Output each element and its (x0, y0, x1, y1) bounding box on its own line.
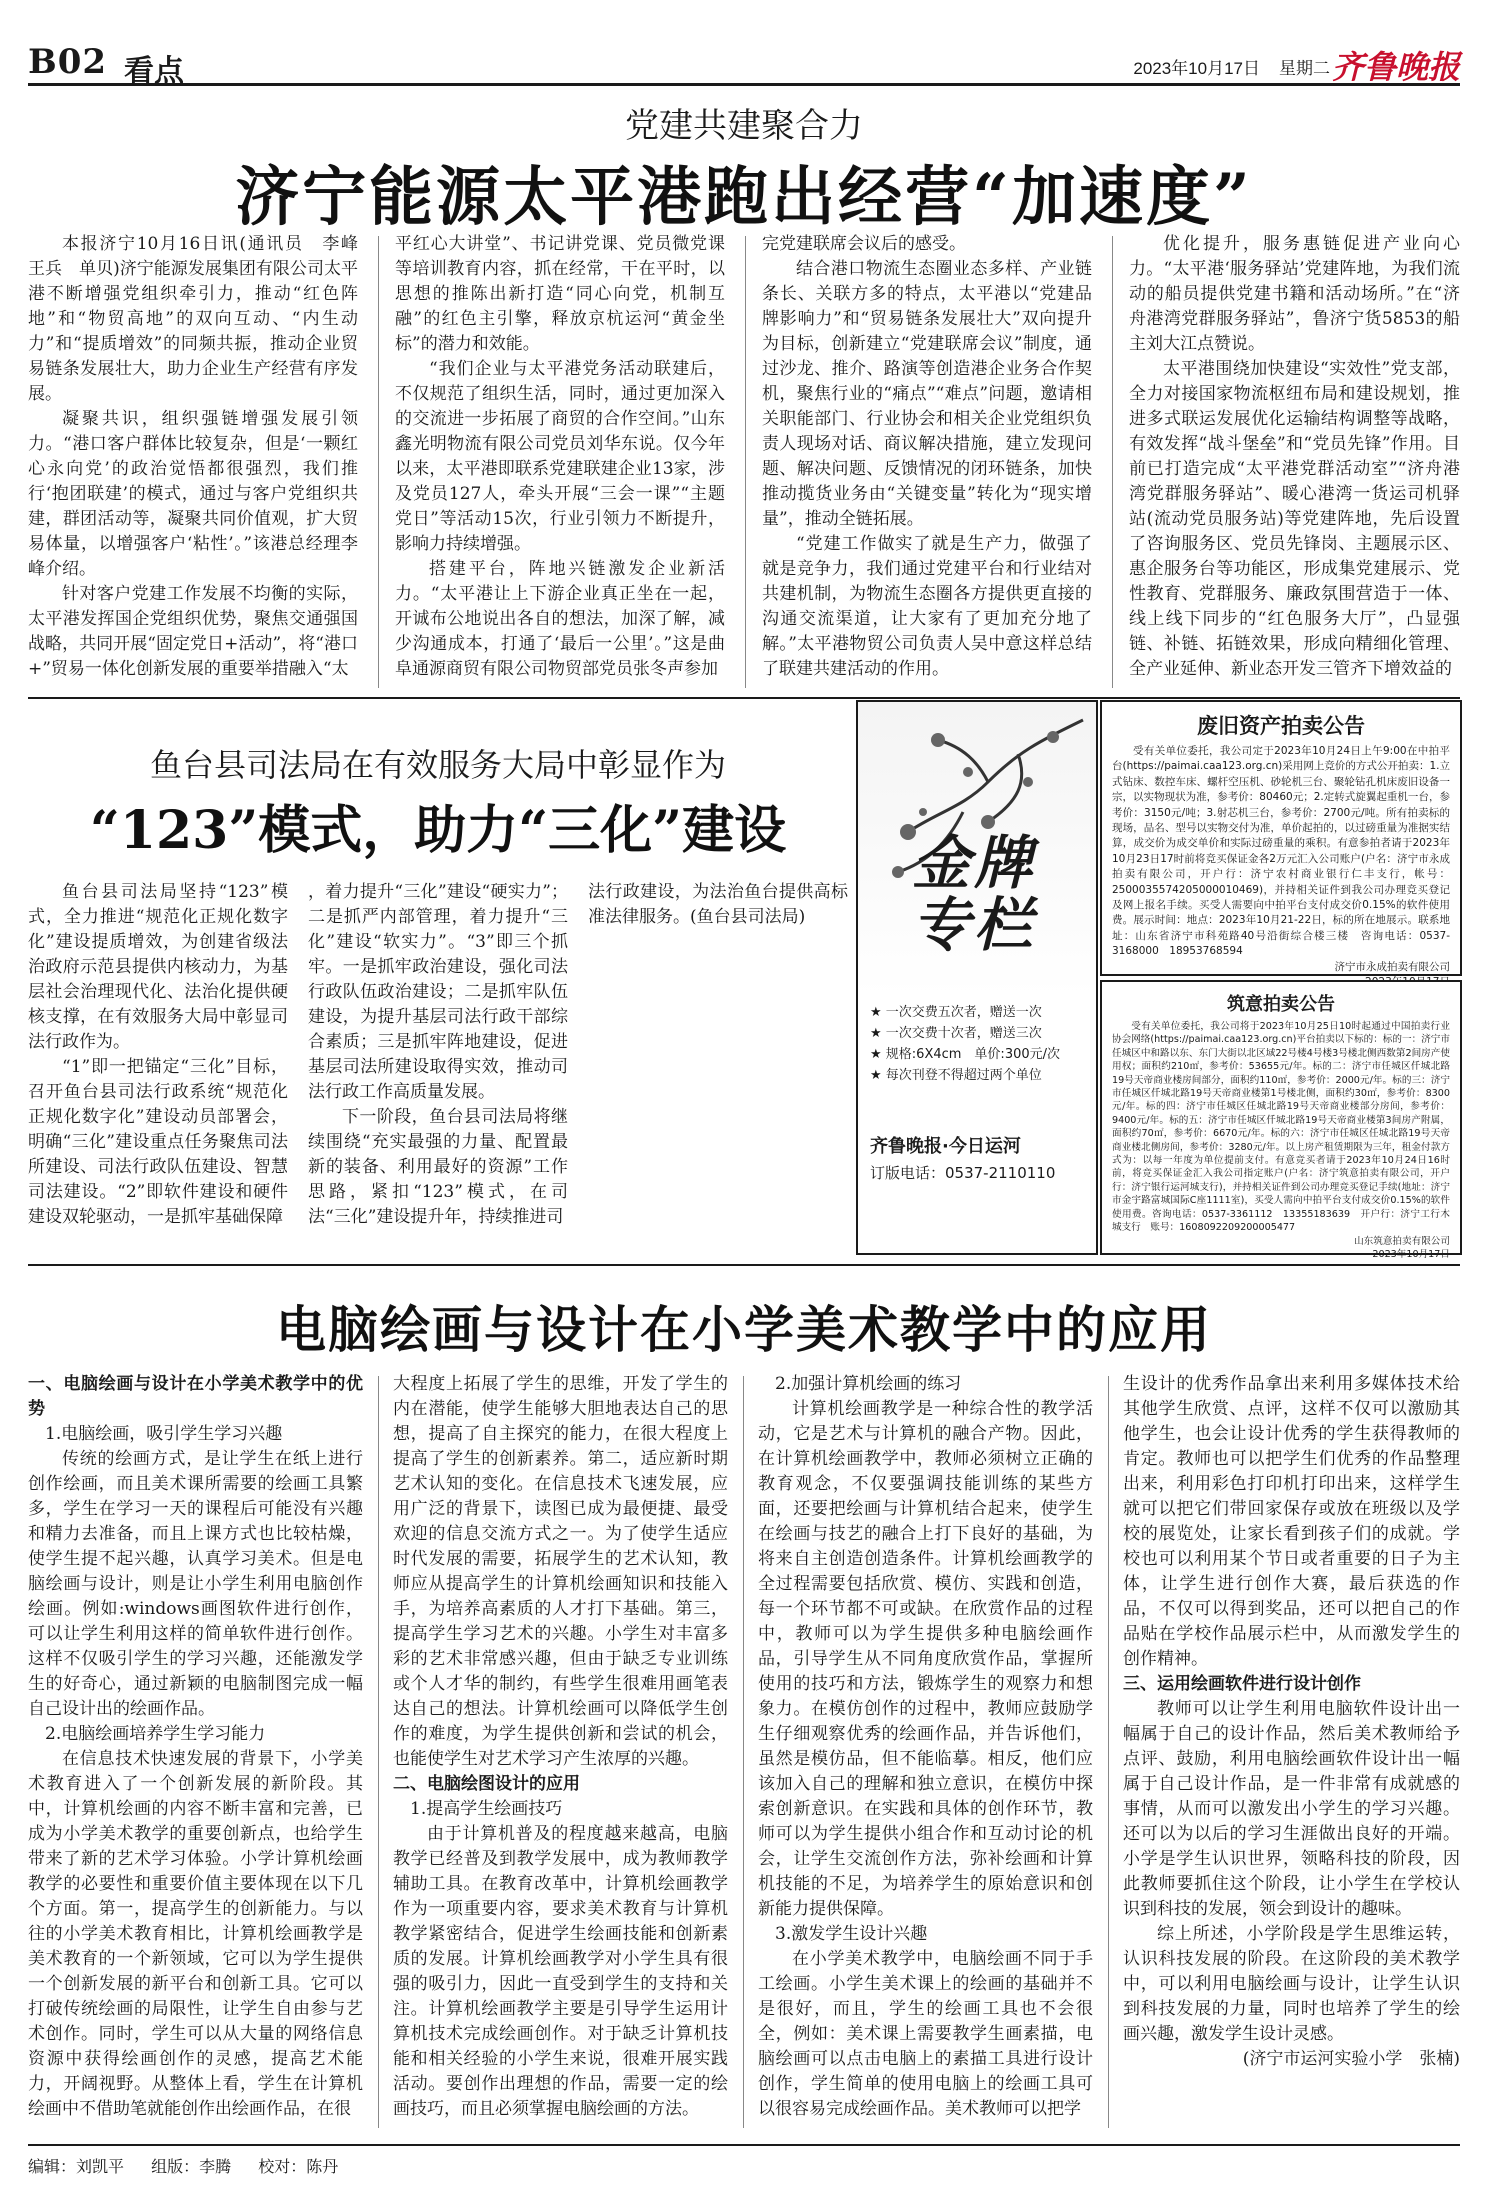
byline: (济宁市运河实验小学 张楠) (1242, 2049, 1460, 2069)
article1-column (395, 232, 725, 694)
paragraph: 计算机绘画教学是一种综合性的教学活动，它是艺术与计算机的融合产物。因此，在计算机绘画教学中，教师必须树立正确的教育观念，不仅要强调技能训练的某些方面，还要把绘画与计算机结合起来，使学生在绘画与技艺的融合上打下良好的基础，为将来自主创造创造条件。计算机绘画教学的全过程需要包括欣赏、模仿、实践和创造，每一个环节都不可或缺。在欣赏作品的过程中，教师可以为学生提供多种电脑绘画作品，引导学生从不同角度欣赏作品，掌握所使用的技巧和方法，锻炼学生的观察力和想象力。在模仿创作的过程中，教师应鼓励学生仔细观察优秀的绘画作品，并告诉他们，虽然是模仿品，但不能临摹。相反，他们应该加入自己的理解和独立意识，在模仿中探索创新意识。在实践和具体的创作环节，教师可以为学生提供小组合作和互动讨论的机会，让学生交流创作方法，弥补绘画和计算机技能的不足，为培养学生的原始意识和创新能力提供保障。 (758, 1399, 1093, 1919)
auction-notice-1 (1100, 700, 1462, 976)
article3-column (393, 1372, 728, 2132)
paragraph: 法行政建设，为法治鱼台提供高标准法律服务。(鱼台县司法局) (588, 882, 848, 927)
article1-column (28, 232, 375, 694)
promo-term: ★ 每次刊登不得超过两个单位 (870, 1065, 1092, 1086)
notice-signature: 山东筑意拍卖有限公司 2023年10月17日 (1354, 1235, 1450, 1260)
auction-notice-2 (1100, 980, 1462, 1260)
ad-promo-box (856, 700, 1098, 1255)
page-code: B02 (28, 42, 108, 82)
paragraph: 平红心大讲堂”、书记讲党课、党员微党课等培训教育内容，抓在经常，干在平时，以思想的推陈出新打造“同心向党，机制互融”的红色主引擎，释放京杭运河“黄金坐标”的潜力和效能。 (395, 234, 725, 354)
paragraph: 大程度上拓展了学生的思维，开发了学生的内在潜能，使学生能够大胆地表达自己的思想，提高了自主探究的能力，在很大程度上提高了学生的创新素养。第二，适应新时期艺术认知的变化。在信息技术飞速发展，应用广泛的背景下，读图已成为最便捷、最受欢迎的信息交流方式之一。为了使学生适应时代发展的需要，拓展学生的艺术认知，教师应从提高学生的计算机绘画知识和技能入手，为培养高素质的人才打下基础。第三，提高学生学习艺术的兴趣。小学生对丰富多彩的艺术非常感兴趣，但由于缺乏专业训练或个人才华的制约，有些学生很难用画笔表达自己的想法。计算机绘画可以降低学生创作的难度，为学生提供创新和尝试的机会，也能使学生对艺术学习产生浓厚的兴趣。 (393, 1374, 728, 1769)
notice-body: 受有关单位委托，我公司定于2023年10月24日上午9:00在中拍平台(https://paimai.caa123.org.cn)采用网上竞价的方式公开拍卖：1.立式钻床、数控车床、螺杆空压机、砂轮机三台、聚轮钻孔机床废旧设备一宗，以实物现状为准，参考价：80460元；2.定转式旋翼起重机一台，参考价：3150元/吨；3.射芯机三台，参考价：2700元/吨。所有拍卖标的现场，品名、型号以实物交付为准，单价起拍的，以过磅重量为准据实结算，成交价为成交单价和实际过磅重量的乘积。有意参拍者请于2023年10月23日17时前将竞买保证金各2万元汇入公司账户(户名：济宁市永成拍卖有限公司，开户行：济宁农村商业银行仁丰支行，帐号：2500035574205000010469)，并持相关证件到我公司办理竞买登记及网上报名手续。买受人需要向中拍平台支付成交价0.15%的软件使用费。展示时间：地点：2023年10月21-22日，标的所在地展示。联系地址：山东省济宁市科苑路40号沿街综合楼三楼 咨询电话：0537-3168000 18953768594 (1112, 745, 1450, 958)
page-footer (28, 2144, 1460, 2177)
newspaper-logo: 齐鲁晚报 (1331, 48, 1460, 86)
paragraph: 凝聚共识，组织强链增强发展引领力。“港口客户群体比较复杂，但是‘一颗红心永向党’的政治觉悟都很强烈，我们推行‘抱团联建’的模式，通过与客户党组织共建，群团活动等，凝聚共同价值观，扩大贸易体量，以增强客户‘粘性’。”该港总经理李峰介绍。 (28, 409, 358, 579)
article3-column (758, 1372, 1093, 2132)
subsection-heading: 1.提高学生绘画技巧 (410, 1799, 563, 1819)
section-heading: 一、电脑绘画与设计在小学美术教学中的优势 (28, 1374, 363, 1419)
paragraph: 完党建联席会议后的感受。 (762, 234, 966, 254)
paragraph: 在小学美术教学中，电脑绘画不同于手工绘画。小学生美术课上的绘画的基础并不是很好，而且，学生的绘画工具也不会很全，例如：美术课上需要教学生画素描，电脑绘画可以点击电脑上的素描工具进行设计创作，学生简单的使用电脑上的绘画工具可以很容易完成绘画作品。美术教师可以把学 (758, 1949, 1093, 2119)
article2-kicker: 鱼台县司法局在有效服务大局中彰显作为 (149, 746, 726, 784)
paragraph: 由于计算机普及的程度越来越高，电脑教学已经普及到教学发展中，成为教师教学辅助工具。在教育改革中，计算机绘画教学作为一项重要内容，要求美术教育与计算机教学紧密结合，促进学生绘画技能和创新素质的发展。计算机绘画教学对小学生具有很强的吸引力，因此一直受到学生的支持和关注。计算机绘画教学主要是引导学生运用计算机技术完成绘画创作。对于缺乏计算机技能和相关经验的小学生来说，很难开展实践活动。要创作出理想的作品，需要一定的绘画技巧，而且必须掌握电脑绘画的方法。 (393, 1824, 728, 2119)
promo-title: 金牌专栏 (912, 829, 1037, 959)
promo-terms (870, 1002, 1092, 1086)
article1-headline: 济宁能源太平港跑出经营“加速度” (235, 160, 1253, 235)
article2-column (588, 880, 848, 1252)
section-heading: 二、电脑绘图设计的应用 (393, 1774, 580, 1794)
article1-column (1129, 232, 1460, 694)
section-divider (28, 1264, 1460, 1266)
plum-blossom-art (858, 702, 1096, 997)
paragraph: 鱼台县司法局坚持“123”模式，全力推进“规范化正规化数字化”建设提质增效，为创建省级法治政府示范县提供内核动力，为基层社会治理现代化、法治化提供硬核支撑，在有效服务大局中彰显司法行政作为。 (28, 882, 288, 1052)
paragraph: ，着力提升“三化”建设“硬实力”；二是抓严内部管理，着力提升“三化”建设“软实力”。“3”即三个抓牢。一是抓牢政治建设，强化司法行政队伍政治建设；二是抓牢队伍建设，为提升基层司法行政干部综合素质；三是抓牢阵地建设，促进基层司法所建设取得实效，推动司法行政工作高质量发展。 (308, 882, 568, 1102)
issue-weekday: 星期二 (1279, 59, 1330, 78)
footer-editor: 编辑：刘凯平 (28, 2157, 125, 2176)
paragraph: 在信息技术快速发展的背景下，小学美术教育进入了一个创新发展的新阶段。其中，计算机绘画的内容不断丰富和完善，已成为小学美术教学的重要创新点，也给学生带来了新的艺术学习体验。小学计算机绘画教学的必要性和重要价值主要体现在以下几个方面。第一，提高学生的创新能力。与以往的小学美术教育相比，计算机绘画教学是美术教育的一个新领域，它可以为学生提供一个创新发展的新平台和创新工具。它可以打破传统绘画的局限性，让学生自由参与艺术创作。同时，学生可以从大量的网络信息资源中获得绘画创作的灵感，提高艺术能力，开阔视野。从整体上看，学生在计算机绘画中不借助笔就能创作出绘画作品，在很 (28, 1749, 363, 2119)
paragraph: 搭建平台，阵地兴链激发企业新活力。“太平港让上下游企业真正坐在一起，开诚布公地说出各自的想法，加深了解，减少沟通成本，打通了‘最后一公里’。”这是曲阜通源商贸有限公司物贸部党员张冬声参加 (395, 559, 725, 679)
promo-term: ★ 规格:6X4cm 单价:300元/次 (870, 1044, 1092, 1065)
subsection-heading: 2.电脑绘画培养学生学习能力 (45, 1724, 266, 1744)
notice-title: 废旧资产拍卖公告 (1197, 714, 1365, 738)
footer-layout: 组版：李腾 (151, 2157, 232, 2176)
paragraph: 传统的绘画方式，是让学生在纸上进行创作绘画，而且美术课所需要的绘画工具繁多，学生在学习一天的课程后可能没有兴趣和精力去准备，而且上课方式也比较枯燥，使学生提不起兴趣，认真学习美术。但是电脑绘画与设计，则是让小学生利用电脑创作绘画。例如:windows画图软件进行创作，可以让学生利用这样的简单软件进行创作。这样不仅吸引学生的学习兴趣，还能激发学生的好奇心，通过新颖的电脑制图完成一幅自己设计出的绘画作品。 (28, 1449, 363, 1719)
paragraph: “党建工作做实了就是生产力，做强了就是竞争力，我们通过党建平台和行业结对共建机制，为物流生态圈各方提供更直接的沟通交流渠道，让大家有了更加充分地了解。”太平港物贸公司负责人吴中意这样总结了联建共建活动的作用。 (762, 534, 1092, 679)
subsection-heading: 3.激发学生设计兴趣 (775, 1924, 928, 1944)
section-name: 看点 (124, 54, 184, 89)
article1-body (28, 232, 1460, 694)
article3-headline: 电脑绘画与设计在小学美术教学中的应用 (276, 1300, 1212, 1359)
article2-body (28, 880, 848, 1252)
paragraph: 针对客户党建工作发展不均衡的实际，太平港发挥国企党组织优势，聚焦交通强国战略，共同开展“固定党日+活动”，将“港口+”贸易一体化创新发展的重要举措融入“太 (28, 584, 358, 679)
notice-title: 筑意拍卖公告 (1227, 994, 1335, 1015)
promo-contact (870, 1132, 1092, 1183)
article2-column (28, 880, 288, 1252)
masthead (28, 40, 1460, 89)
article1-kicker: 党建共建聚合力 (625, 106, 863, 146)
paragraph: “我们企业与太平港党务活动联建后，不仅规范了组织生活，同时，通过更加深入的交流进一步拓展了商贸的合作空间。”山东鑫光明物流有限公司党员刘华东说。仅今年以来，太平港即联系党建联建企业13家，涉及党员127人，牵头开展“三会一课”“主题党日”等活动15次，行业引领力不断提升，影响力持续增强。 (395, 359, 725, 554)
promo-phone: 订版电话：0537-2110110 (870, 1164, 1056, 1182)
issue-date: 2023年10月17日 (1133, 59, 1260, 78)
promo-term: ★ 一次交费十次者，赠送三次 (870, 1023, 1092, 1044)
article2-column (308, 880, 568, 1252)
article3-column (1123, 1372, 1460, 2132)
lead-paragraph: 本报济宁10月16日讯(通讯员 李峰 王兵 单贝)济宁能源发展集团有限公司太平港不断增强党组织牵引力，推动“红色阵地”和“物贸高地”的双向互动、“内生动力”和“提质增效”的同频共振，推动企业贸易链条发展壮大，助力企业生产经营有序发展。 (28, 234, 375, 404)
article1-column (762, 232, 1092, 694)
paragraph: 综上所述，小学阶段是学生思维运转，认识科技发展的阶段。在这阶段的美术教学中，可以利用电脑绘画与设计，让学生认识到科技发展的力量，同时也培养了学生的绘画兴趣，激发学生设计灵感。 (1123, 1924, 1460, 2044)
promo-term: ★ 一次交费五次者，赠送一次 (870, 1002, 1092, 1023)
subsection-heading: 1.电脑绘画，吸引学生学习兴趣 (45, 1424, 283, 1444)
article3-body (28, 1372, 1460, 2132)
paragraph: 生设计的优秀作品拿出来利用多媒体技术给其他学生欣赏、点评，这样不仅可以激励其他学生，也会让设计优秀的学生获得教师的肯定。教师也可以把学生们优秀的作品整理出来，利用彩色打印机打印出来，这样学生就可以把它们带回家保存或放在班级以及学校的展览处，让家长看到孩子们的成就。学校也可以利用某个节日或者重要的日子为主体，让学生进行创作大赛，最后获选的作品，不仅可以得到奖品，还可以把自己的作品贴在学校作品展示栏中，从而激发学生的创作精神。 (1123, 1374, 1460, 1669)
promo-paper-name: 齐鲁晚报·今日运河 (870, 1136, 1021, 1157)
section-heading: 三、运用绘画软件进行设计创作 (1123, 1674, 1361, 1694)
paragraph: 太平港围绕加快建设“实效性”党支部，全力对接国家物流枢纽布局和建设规划，推进多式联运发展优化运输结构调整等战略，有效发挥“战斗堡垒”和“党员先锋”作用。目前已打造完成“太平港党群活动室”“济舟港湾党群服务驿站”、暖心港湾一货运司机驿站(流动党员服务站)等党建阵地，先后设置了咨询服务区、党员先锋岗、主题展示区、惠企服务台等功能区，形成集党建展示、党性教育、党群服务、廉政氛围营造于一体、线上线下同步的“红色服务大厅”，凸显强链、补链、拓链效果，形成向精细化管理、全产业延伸、新业态开发三管齐下增效益的 (1129, 359, 1460, 679)
paragraph: 教师可以让学生利用电脑软件设计出一幅属于自己的设计作品，然后美术教师给予点评、鼓励，利用电脑绘画软件设计出一幅属于自己设计作品，是一件非常有成就感的事情，从而可以激发出小学生的学习兴趣。还可以为以后的学习生涯做出良好的开端。小学是学生认识世界，领略科技的阶段，因此教师要抓住这个阶段，让小学生在学校认识到科技的发展，领会到设计的趣味。 (1123, 1699, 1460, 1919)
paragraph: 下一阶段，鱼台县司法局将继续围绕“充实最强的力量、配置最新的装备、利用最好的资源”工作思路，紧扣“123”模式，在司法“三化”建设提升年，持续推进司 (308, 1107, 568, 1227)
paragraph: 结合港口物流生态圈业态多样、产业链条长、关联方多的特点，太平港以“党建品牌影响力”和“贸易链条发展壮大”双向提升为目标，创新建立“党建联席会议”制度，通过沙龙、推介、路演等创造港企业务合作契机，聚焦行业的“痛点”“难点”问题，邀请相关职能部门、行业协会和相关企业党组织负责人现场对话、商议解决措施，建立发现问题、解决问题、反馈情况的闭环链条，加快推动揽货业务由“关键变量”转化为“现实增量”，推动全链拓展。 (762, 259, 1092, 529)
paragraph: 优化提升，服务惠链促进产业向心力。“太平港‘服务驿站’党建阵地，为我们流动的船员提供党建书籍和活动场所。”在“济舟港湾党群服务驿站”，鲁济宁货5853的船主刘大江点赞说。 (1129, 234, 1460, 354)
article2-headline: “123”模式，助力“三化”建设 (89, 800, 787, 861)
subsection-heading: 2.加强计算机绘画的练习 (775, 1374, 962, 1394)
notice-body: 受有关单位委托，我公司将于2023年10月25日10时起通过中国拍卖行业协会网络(https://paimai.caa123.org.cn)平台拍卖以下标的：标的一：济宁市任城区中和路以东、东门大街以北区域22号楼4号楼3号楼北侧西数第2间房产使用权；面积约210㎡，参考价：53655元/年。标的二：济宁市任城区仟城北路19号天帝商业楼房间部分，面积约110㎡，参考价：2000元/年。标的三：济宁市任城区仟城北路19号天帝商业楼第1号楼北侧，面积约30㎡，参考价：8300元/年。标的四：济宁市任城区任城北路19号天帝商业楼部分房间，参考价：9400元/年。标的五：济宁市任城区仟城北路19号天帝商业楼第3间房产附属，面积约70㎡，参考价：6670元/年。标的六：济宁市任城区任城北路19号天帝商业楼北侧房间，参考价：3280元/年。以上房产租赁期限为三年，租金付款方式为：以每一年度为单位提前支付。有意竞买者请于2023年10月24日16时前，将竞买保证金汇入我公司指定账户(户名：济宁筑意拍卖有限公司，开户行：济宁银行运河城支行)，并持相关证件到公司办理竞买登记手续(地址：济宁市金宇路富城国际C座1111室)，买受人需向中拍平台支付成交价0.15%的软件使用费。咨询电话：0537-3361112 13355183639 开户行：济宁工行木城支行 账号：1608092209200005477 (1112, 1021, 1450, 1234)
notice-signature: 济宁市永成拍卖有限公司 (1334, 960, 1450, 973)
article3-column (28, 1372, 363, 2132)
section-divider (28, 697, 1460, 699)
footer-proof: 校对：陈丹 (258, 2157, 339, 2176)
paragraph: “1”即一把锚定“三化”目标，召开鱼台县司法行政系统“规范化正规化数字化”建设动员部署会，明确“三化”建设重点任务聚焦司法所建设、司法行政队伍建设、智慧司法建设。“2”即软件建设和硬件建设双轮驱动，一是抓牢基础保障 (28, 1057, 288, 1227)
